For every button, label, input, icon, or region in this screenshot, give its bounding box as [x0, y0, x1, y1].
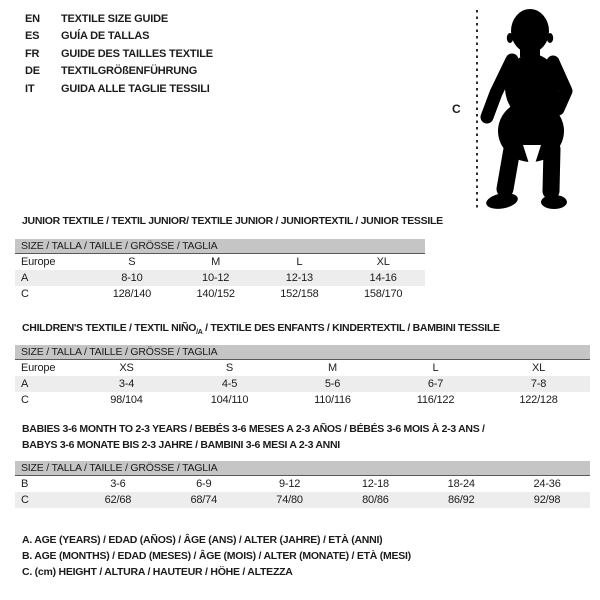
size-cell: S: [225, 362, 234, 374]
age-cell: 7-8: [487, 376, 590, 392]
size-cell: M: [211, 256, 221, 268]
height-cell: 80/86: [332, 492, 418, 508]
language-row: [25, 28, 213, 45]
language-title-block: [25, 11, 213, 98]
months-cell: 12-18: [361, 478, 389, 490]
table-row: [15, 492, 590, 508]
language-code: IT: [25, 82, 35, 95]
size-cell: XS: [119, 362, 134, 374]
size-cell: XL: [376, 256, 390, 268]
size-header-bar: SIZE / TALLA / TAILLE / GRÖSSE / TAGLIA: [15, 461, 590, 476]
height-cell: 116/122: [416, 394, 455, 406]
language-row: [25, 11, 213, 28]
months-cell: 24-36: [533, 478, 561, 490]
language-title: TEXTILGRÖßENFÜHRUNG: [61, 65, 198, 78]
height-cell: 158/170: [363, 288, 403, 300]
title-text: / TEXTILE DES ENFANTS / KINDERTEXTIL / BAMBINI TESSILE: [202, 322, 500, 334]
months-cell: 18-24: [447, 478, 475, 490]
row-label: Europe: [21, 362, 56, 374]
size-cell: L: [432, 362, 439, 374]
height-cell: 104/110: [210, 394, 249, 406]
language-title: GUIDA ALLE TAGLIE TESSILI: [61, 82, 210, 95]
size-header-bar: SIZE / TALLA / TAILLE / GRÖSSE / TAGLIA: [15, 239, 425, 254]
language-code: FR: [25, 47, 40, 60]
junior-size-table: [15, 239, 425, 302]
age-cell: 5-6: [281, 376, 384, 392]
height-cell: 98/104: [110, 394, 143, 406]
age-cell: 12-13: [258, 270, 342, 286]
size-cell: M: [328, 362, 337, 374]
note-age-years: A. AGE (YEARS) / EDAD (AÑOS) / ÂGE (ANS) / ALTER (JAHRE) / ETÀ (ANNI): [22, 534, 383, 546]
table-row: [15, 286, 425, 302]
title-subscript: /A: [196, 329, 203, 337]
height-measure-label: C: [452, 102, 461, 116]
row-label: A: [15, 376, 75, 392]
baby-silhouette-icon: [450, 5, 600, 215]
months-cell: 9-12: [278, 478, 301, 490]
junior-table-title: JUNIOR TEXTILE / TEXTIL JUNIOR/ TEXTILE JUNIOR / JUNIORTEXTIL / JUNIOR TESSILE: [22, 215, 443, 227]
age-cell: 4-5: [178, 376, 281, 392]
table-row: [15, 392, 590, 408]
babies-table-title: [22, 421, 485, 453]
table-row: [15, 360, 590, 376]
table-row: [15, 376, 590, 392]
row-label: Europe: [21, 256, 56, 268]
note-height: C. (cm) HEIGHT / ALTURA / HAUTEUR / HÖHE / ALTEZZA: [22, 566, 293, 578]
language-title: GUIDE DES TAILLES TEXTILE: [61, 47, 213, 60]
age-cell: 8-10: [90, 270, 174, 286]
row-label: C: [21, 394, 29, 406]
height-cell: 68/74: [161, 492, 247, 508]
title-line: BABYS 3-6 MONATE BIS 2-3 JAHRE / BAMBINI 3-6 MESI A 2-3 ANNI: [22, 439, 340, 451]
height-cell: 122/128: [519, 394, 558, 406]
height-cell: 92/98: [504, 492, 590, 508]
height-cell: 110/116: [314, 394, 351, 406]
row-label: C: [21, 288, 29, 300]
height-cell: 128/140: [112, 288, 152, 300]
children-size-table: [15, 345, 590, 408]
height-cell: 86/92: [418, 492, 504, 508]
age-cell: 14-16: [341, 270, 425, 286]
legend-notes: [22, 532, 411, 580]
row-label: B: [21, 478, 29, 490]
height-cell: 140/152: [196, 288, 235, 300]
size-cell: L: [296, 256, 303, 268]
language-row: [25, 81, 213, 98]
size-header-bar: SIZE / TALLA / TAILLE / GRÖSSE / TAGLIA: [15, 345, 590, 360]
height-cell: 152/158: [280, 288, 319, 300]
row-label: A: [15, 270, 90, 286]
language-row: [25, 63, 213, 80]
language-title: TEXTILE SIZE GUIDE: [61, 13, 169, 25]
language-title: GUÍA DE TALLAS: [61, 30, 150, 43]
title-line: BABIES 3-6 MONTH TO 2-3 YEARS / BEBÉS 3-6 MESES A 2-3 AÑOS / BÉBÉS 3-6 MOIS À 2-3 ANS /: [22, 423, 485, 435]
language-row: [25, 46, 213, 63]
months-cell: 3-6: [110, 478, 126, 490]
size-cell: S: [128, 256, 136, 268]
height-cell: 74/80: [247, 492, 333, 508]
table-row: [15, 476, 590, 492]
age-cell: 3-4: [75, 376, 178, 392]
height-cell: 62/68: [75, 492, 161, 508]
language-code: EN: [25, 13, 40, 25]
table-row: [15, 270, 425, 286]
age-cell: 10-12: [174, 270, 258, 286]
language-code: DE: [25, 65, 40, 78]
size-cell: XL: [531, 362, 546, 374]
babies-size-table: [15, 461, 590, 508]
age-cell: 6-7: [384, 376, 487, 392]
note-age-months: B. AGE (MONTHS) / EDAD (MESES) / ÂGE (MOIS) / ALTER (MONATE) / ETÀ (MESI): [22, 550, 411, 562]
title-text: CHILDREN'S TEXTILE / TEXTIL NIÑO: [22, 322, 197, 334]
row-label: C: [15, 492, 75, 508]
months-cell: 6-9: [196, 478, 212, 490]
children-table-title: [22, 320, 500, 341]
table-row: [15, 254, 425, 270]
language-code: ES: [25, 30, 40, 43]
